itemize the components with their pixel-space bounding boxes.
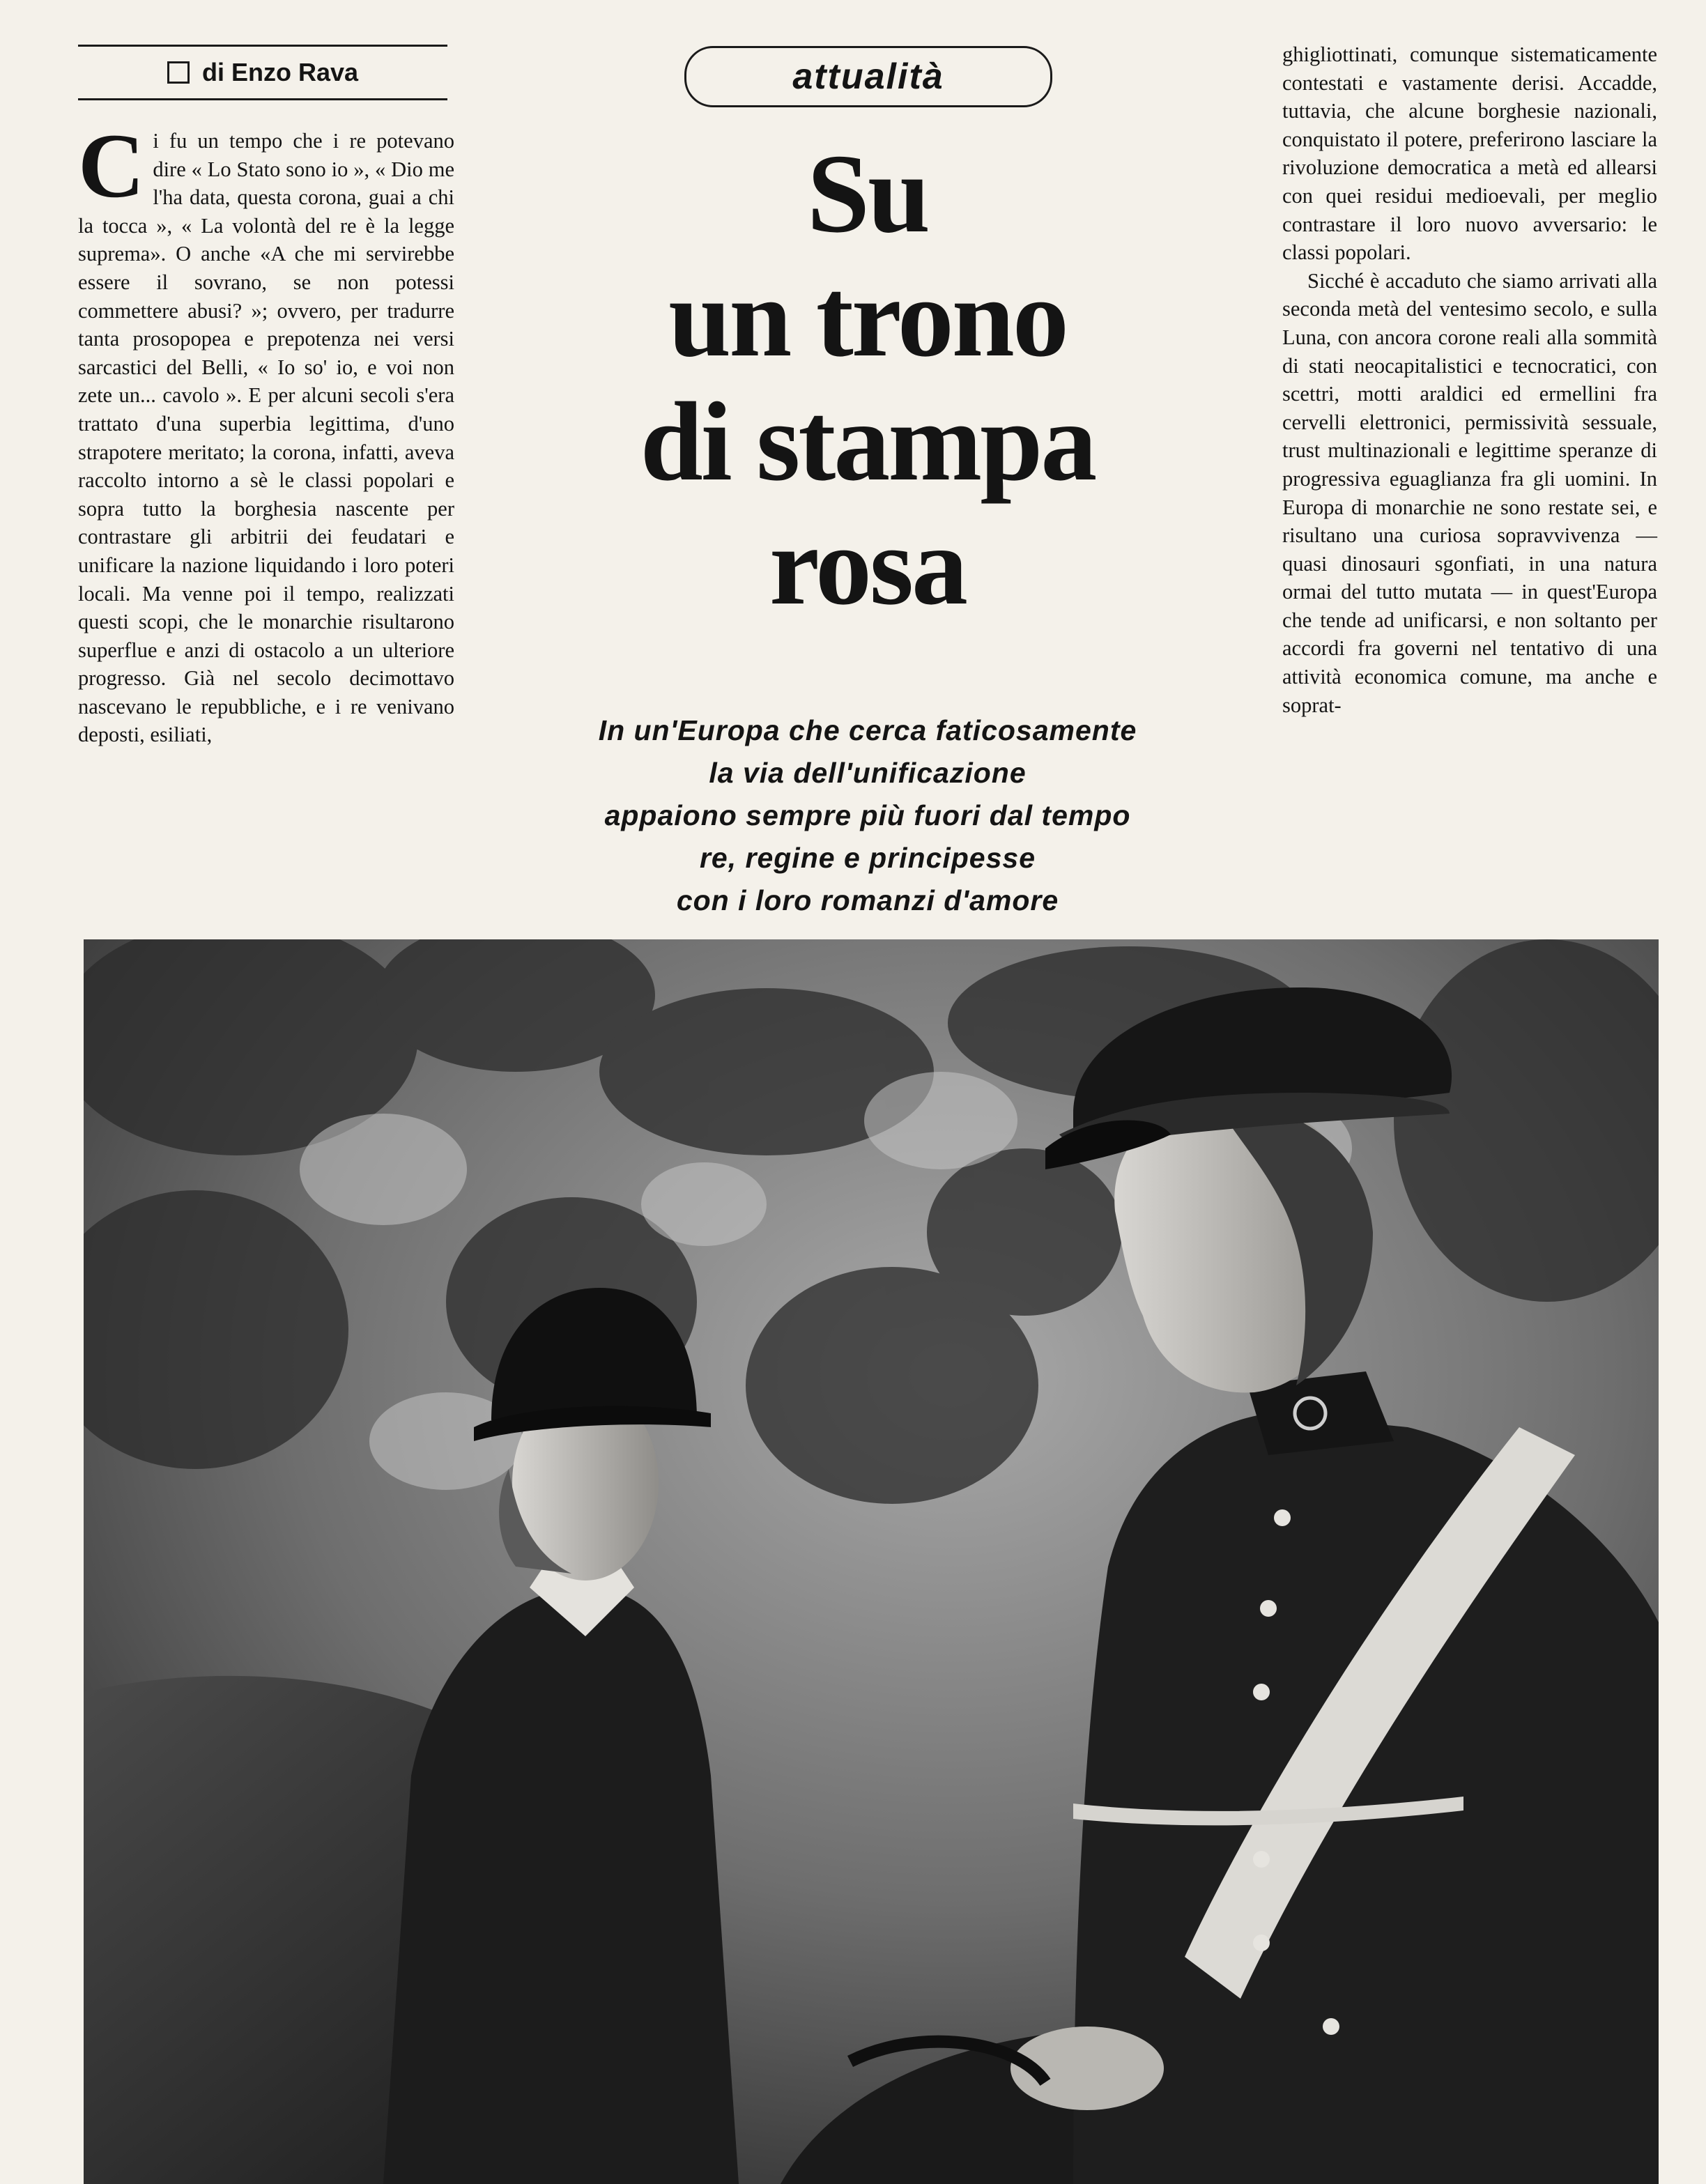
subhead-line: In un'Europa che cerca faticosamente [598, 714, 1137, 746]
left-column [78, 114, 454, 749]
subheadline [488, 709, 1247, 922]
subhead-line: appaiono sempre più fuori dal tempo [604, 799, 1131, 831]
headline [530, 132, 1206, 629]
photo-illustration [84, 939, 1659, 2184]
subhead-line: re, regine e principesse [699, 842, 1036, 874]
subhead-line: la via dell'unificazione [709, 757, 1027, 789]
headline-line: Su [806, 132, 929, 256]
right-column [1282, 40, 1657, 719]
byline [78, 45, 447, 100]
headline-line: rosa [769, 504, 967, 629]
byline-text: di Enzo Rava [201, 58, 359, 86]
left-column-text: i fu un tempo che i re potevano dire « Lo Stato sono io », « Dio me l'ha data, questa corona, guai a chi la tocca », « La volontà del re è la legge suprema». O anche «A che mi servirebbe essere il sovrano, se non potessi commettere abusi? »; ovvero, per tradurre tanta prosopopea e prepotenza nei versi sarcastici del Belli, « Io so' io, e voi non zete un... cavolo ». E per alcuni secoli s'era trattato d'una superbia legittima, d'uno strapotere meritato; la corona, infatti, aveva raccolto intorno a sè le classi popolari e sopra tutto la borghesia nascente per contrastare gli arbitrii dei feudatari e unificare la nazione liquidando i loro poteri locali. Ma venne poi il tempo, realizzati questi scopi, che le monarchie risultarono superflue e anzi di ostacolo a un ulteriore progresso. Già nel secolo decimottavo nascevano le repubbliche, e i re venivano deposti, esiliati, [78, 129, 454, 747]
photograph [84, 939, 1659, 2184]
section-label: attualità [792, 56, 944, 97]
section-tag [684, 46, 1052, 107]
dropcap: C [78, 114, 145, 217]
headline-line: un trono [668, 256, 1067, 380]
right-column-paragraph: Sicché è accaduto che siamo arrivati alla seconda metà del ventesimo secolo, e sulla Luna, con ancora corone reali alla sommità di stati neocapitalistici e tecnocratici, con scettri, motti araldici ed ermellini fra cervelli elettronici, permissività sessuale, trust multinazionali e legittime speranze di progressiva eguaglianza fra gli uomini. In Europa di monarchie ne sono restate sei, e risultano una curiosa sopravvivenza — quasi dinosauri sgonfiati, in una natura ormai del tutto mutata — in quest'Europa che tende ad unificarsi, e non soltanto per accordi fra governi nel tentativo di una attività economica comune, ma anche e soprat- [1282, 268, 1657, 717]
subhead-line: con i loro romanzi d'amore [676, 884, 1059, 916]
left-column-paragraph [78, 114, 454, 749]
right-column-paragraph: ghigliottinati, comunque sistematicamente contestati e vastamente derisi. Accadde, tuttavia, che alcune borghesie nazionali, conquistato il potere, preferirono lasciare la rivoluzione democratica a metà ed allearsi con quei residui medioevali, per meglio contrastare il loro nuovo avversario: le classi popolari. [1282, 43, 1657, 265]
headline-line: di stampa [640, 380, 1096, 505]
square-bullet-icon [167, 61, 190, 84]
